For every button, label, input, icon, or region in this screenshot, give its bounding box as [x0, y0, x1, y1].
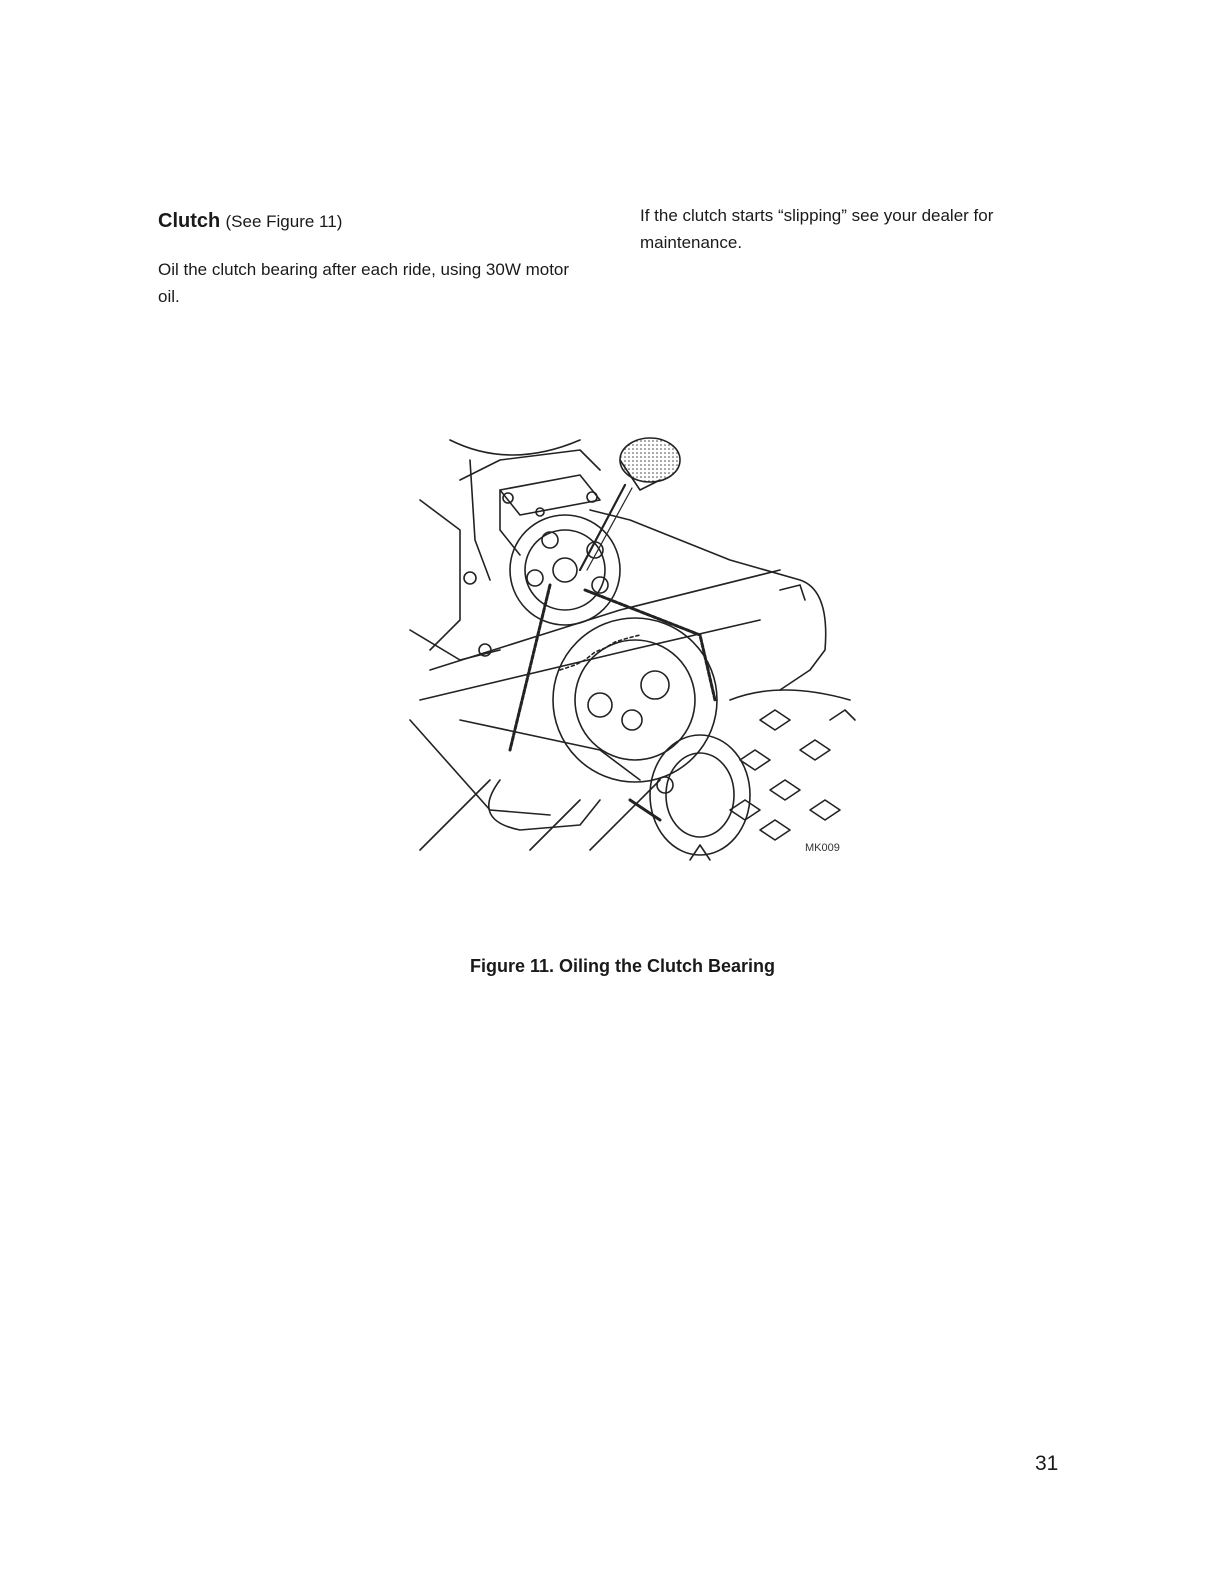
figure-caption: Figure 11. Oiling the Clutch Bearing: [470, 956, 776, 976]
section-figure-ref: (See Figure 11): [225, 212, 343, 231]
section-heading: [158, 210, 342, 233]
section-title: Clutch: [158, 210, 221, 232]
page-number: 31: [1035, 1452, 1059, 1475]
figure-code: MK009: [805, 842, 840, 854]
clutch-oil-paragraph: Oil the clutch bearing after each ride, using 30W motor oil.: [158, 260, 570, 306]
clutch-slipping-paragraph: If the clutch starts “slipping” see your dealer for maintenance.: [640, 206, 994, 252]
clutch-oiling-illustration: [400, 420, 860, 870]
